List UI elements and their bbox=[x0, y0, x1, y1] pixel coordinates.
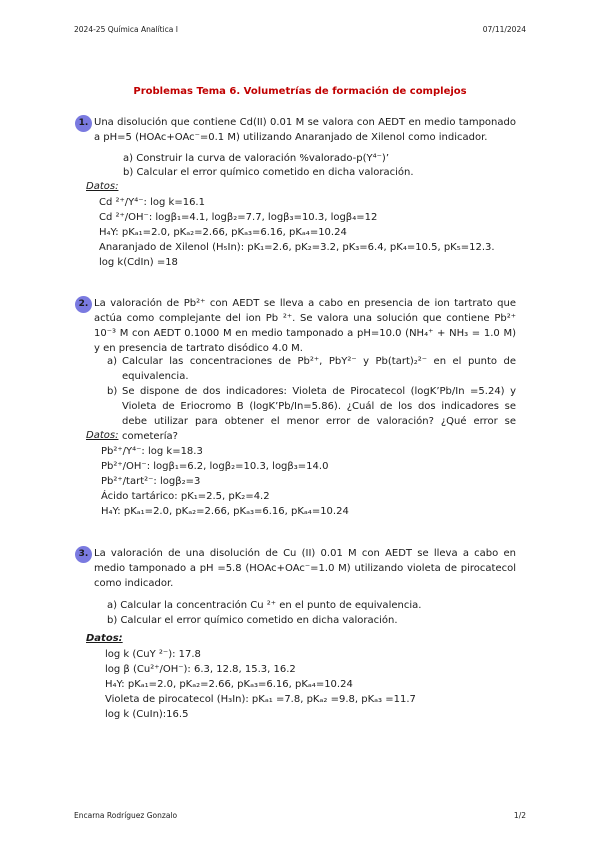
footer-author: Encarna Rodríguez Gonzalo bbox=[74, 811, 178, 820]
item-label: a) bbox=[107, 356, 118, 367]
problem-3-dato-4: Violeta de pirocatecol (H₃In): pKₐ₁ =7.8, pKₐ₂ =9.8, pKₐ₃ =11.7 bbox=[105, 694, 416, 705]
problem-2-item-b bbox=[107, 384, 516, 444]
problem-2-dato-3: Pb²⁺/tart²⁻: logβ₂=3 bbox=[101, 476, 201, 487]
problem-3-item-b bbox=[107, 613, 398, 628]
problem-3-dato-1: log k (CuY ²⁻): 17.8 bbox=[105, 649, 201, 660]
problem-1-dato-1: Cd ²⁺/Y⁴⁻: log k=16.1 bbox=[99, 197, 205, 208]
problem-3-item-a bbox=[107, 598, 421, 613]
problem-2-dato-2: Pb²⁺/OH⁻: logβ₁=6.2, logβ₂=10.3, logβ₃=14.0 bbox=[101, 461, 329, 472]
item-label: b) bbox=[123, 167, 134, 178]
header-course: 2024-25 Química Analítica I bbox=[74, 25, 178, 34]
item-label: a) bbox=[123, 153, 134, 164]
problem-1-item-b bbox=[123, 165, 414, 180]
item-text: Construir la curva de valoración %valorado-p(Y⁴⁻)’ bbox=[136, 153, 390, 164]
problem-1-dato-3: H₄Y: pKₐ₁=2.0, pKₐ₂=2.66, pKₐ₃=6.16, pKₐ₄=10.24 bbox=[99, 227, 347, 238]
problem-3-number-badge: 3. bbox=[75, 546, 92, 563]
problem-2-statement: La valoración de Pb²⁺ con AEDT se lleva a cabo en presencia de ion tartrato que actúa como complejante del ion Pb ²⁺. Se valora una solución que contiene Pb²⁺ 10⁻³ M con AEDT 0.1000 M en medio tamponado a pH=10.0 (NH₄⁺ + NH₃ = 1.0 M) y en presencia de tartrato disódico 4.0 M. bbox=[94, 298, 516, 354]
problem-1-dato-2: Cd ²⁺/OH⁻: logβ₁=4.1, logβ₂=7.7, logβ₃=10.3, logβ₄=12 bbox=[99, 212, 378, 223]
problem-1-dato-4: Anaranjado de Xilenol (H₅In): pK₁=2.6, pK₂=3.2, pK₃=6.4, pK₄=10.5, pK₅=12.3. bbox=[99, 242, 495, 253]
item-text: Calcular el error químico cometido en dicha valoración. bbox=[136, 167, 414, 178]
item-label: b) bbox=[107, 615, 118, 626]
item-label: b) bbox=[107, 386, 118, 397]
problem-2-dato-5: H₄Y: pKₐ₁=2.0, pKₐ₂=2.66, pKₐ₃=6.16, pKₐ₄=10.24 bbox=[101, 506, 349, 517]
item-label: a) bbox=[107, 600, 118, 611]
item-text: Calcular la concentración Cu ²⁺ en el punto de equivalencia. bbox=[120, 600, 422, 611]
footer-page-number: 1/2 bbox=[513, 811, 526, 820]
problem-2-dato-1: Pb²⁺/Y⁴⁻: log k=18.3 bbox=[101, 446, 203, 457]
problem-3-dato-2: log β (Cu²⁺/OH⁻): 6.3, 12.8, 15.3, 16.2 bbox=[105, 664, 296, 675]
problem-3-datos-label: Datos: bbox=[86, 633, 123, 644]
problem-2-item-a bbox=[107, 354, 516, 384]
problem-1-statement: Una disolución que contiene Cd(II) 0.01 M se valora con AEDT en medio tamponado a pH=5 (HOAc+OAc⁻=0.1 M) utilizando Anaranjado de Xilenol como indicador. bbox=[94, 117, 516, 143]
header-date: 07/11/2024 bbox=[482, 25, 526, 34]
problem-2-datos-label: Datos: bbox=[86, 430, 119, 441]
problem-1-item-a bbox=[123, 151, 389, 166]
problem-2-number-badge: 2. bbox=[75, 296, 92, 313]
problem-1-dato-5: log k(CdIn) =18 bbox=[99, 257, 178, 268]
problem-2-dato-4: Ácido tartárico: pK₁=2.5, pK₂=4.2 bbox=[101, 491, 270, 502]
problem-1-number-badge: 1. bbox=[75, 115, 92, 132]
problem-3-dato-5: log k (CuIn):16.5 bbox=[105, 709, 189, 720]
problem-3-statement: La valoración de una disolución de Cu (II) 0.01 M con AEDT se lleva a cabo en medio tamponado a pH =5.8 (HOAc+OAc⁻=1.0 M) utilizando violeta de pirocatecol como indicador. bbox=[94, 548, 516, 589]
problem-3-dato-3: H₄Y: pKₐ₁=2.0, pKₐ₂=2.66, pKₐ₃=6.16, pKₐ₄=10.24 bbox=[105, 679, 353, 690]
page-title: Problemas Tema 6. Volumetrías de formación de complejos bbox=[133, 86, 467, 97]
problem-1-datos-label: Datos: bbox=[86, 181, 119, 192]
item-text: Calcular el error químico cometido en dicha valoración. bbox=[120, 615, 398, 626]
item-text: Calcular las concentraciones de Pb²⁺, PbY²⁻ y Pb(tart)₂²⁻ en el punto de equivalencia. bbox=[122, 356, 516, 382]
item-text: Se dispone de dos indicadores: Violeta de Pirocatecol (logK’Pb/In =5.24) y Violeta de Eriocromo B (logK’Pb/In=5.86). ¿Cuál de los dos indicadores se debe utilizar para obtener el menor error de valoración? ¿Qué error se cometería? bbox=[122, 386, 516, 442]
